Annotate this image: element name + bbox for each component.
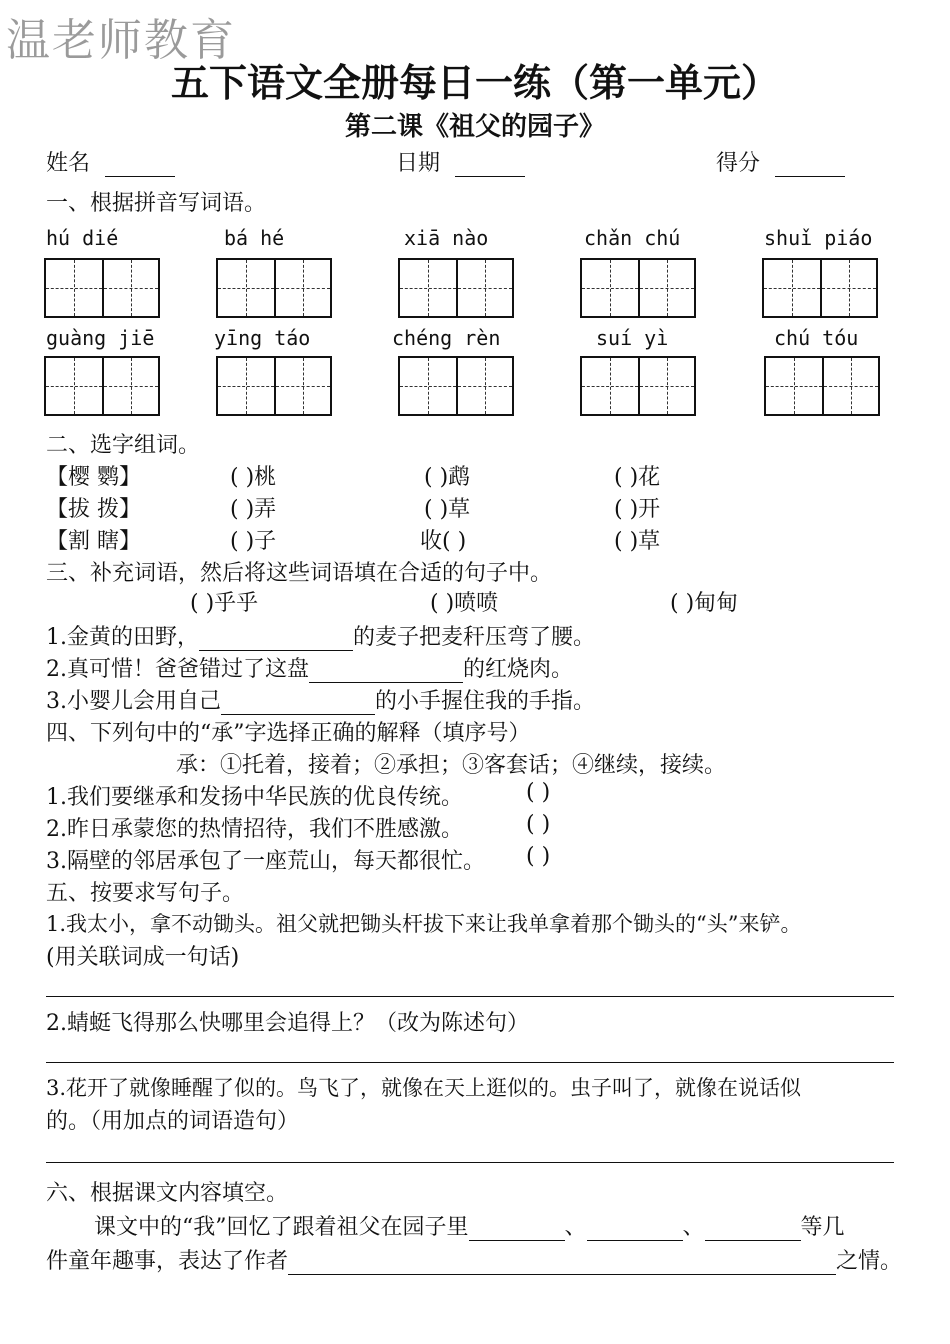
choice-item[interactable]: 收( )	[420, 529, 467, 554]
separator: 、	[682, 1215, 705, 1240]
choice-label: 【割 瞎】	[46, 529, 141, 554]
choice-item[interactable]: ( )弄	[230, 497, 277, 522]
answer-line[interactable]	[46, 1162, 894, 1163]
sentence-text: 2.真可惜！爸爸错过了这盘	[46, 657, 309, 682]
pinyin-8: chéng rèn	[392, 326, 501, 350]
answer-blank[interactable]	[221, 692, 375, 715]
char-grid[interactable]	[44, 258, 160, 318]
char-grid[interactable]	[580, 356, 696, 416]
score-blank[interactable]	[775, 154, 845, 177]
fill-word[interactable]: ( )喷喷	[430, 591, 499, 616]
choice-item[interactable]: ( )草	[614, 529, 661, 554]
char-grid[interactable]	[580, 258, 696, 318]
pinyin-1: hú dié	[46, 226, 119, 250]
sentence-text: 的麦子把麦秆压弯了腰。	[353, 625, 596, 650]
paragraph-text: 课文中的“我”回忆了跟着祖父在园子里	[94, 1215, 469, 1240]
paragraph-text: 之情。	[836, 1249, 903, 1274]
date-label: 日期	[396, 151, 441, 176]
pinyin-9: suí yì	[596, 326, 669, 350]
date-field	[396, 146, 525, 177]
choice-item[interactable]: ( )开	[614, 497, 661, 522]
char-grid[interactable]	[762, 258, 878, 318]
question-text: 3.隔壁的邻居承包了一座荒山，每天都很忙。	[46, 849, 485, 874]
question-text: 1.我太小，拿不动锄头。祖父就把锄头杆拔下来让我单拿着那个锄头的“头”来铲。	[46, 912, 802, 936]
section-3-heading: 三、补充词语，然后将这些词语填在合适的句子中。	[46, 561, 553, 586]
answer-blank[interactable]	[309, 660, 463, 683]
sentence-3	[46, 684, 595, 715]
choice-item[interactable]: ( )子	[230, 529, 277, 554]
answer-line[interactable]	[46, 1062, 894, 1063]
question-text: 2.蜻蜓飞得那么快哪里会追得上？（改为陈述句）	[46, 1011, 529, 1036]
sentence-text: 3.小婴儿会用自己	[46, 689, 221, 714]
char-grid[interactable]	[764, 356, 880, 416]
question-text: 2.昨日承蒙您的热情招待，我们不胜感激。	[46, 817, 463, 842]
answer-paren[interactable]: ( )	[526, 812, 551, 837]
watermark: 温老师教育	[6, 15, 236, 66]
fill-paragraph-line-2	[46, 1244, 902, 1275]
choice-item[interactable]: ( )桃	[230, 465, 277, 490]
pinyin-6: guàng jiē	[46, 326, 155, 350]
pinyin-5: shuǐ piáo	[764, 226, 873, 250]
char-grid[interactable]	[398, 356, 514, 416]
answer-line[interactable]	[46, 996, 894, 997]
answer-blank[interactable]	[587, 1218, 683, 1241]
fill-paragraph-line-1	[94, 1210, 845, 1241]
section-5-heading: 五、按要求写句子。	[46, 881, 245, 906]
page-title: 五下语文全册每日一练（第一单元）	[170, 60, 779, 105]
char-grid[interactable]	[398, 258, 514, 318]
pinyin-3: xiā nào	[404, 226, 489, 250]
paragraph-text: 件童年趣事，表达了作者	[46, 1249, 289, 1274]
choice-item[interactable]: ( )草	[424, 497, 471, 522]
choice-item[interactable]: ( )花	[614, 465, 661, 490]
pinyin-2: bá hé	[224, 226, 285, 250]
fill-word[interactable]: ( )甸甸	[670, 591, 739, 616]
section-6-heading: 六、根据课文内容填空。	[46, 1181, 289, 1206]
sentence-text: 的小手握住我的手指。	[375, 689, 596, 714]
pinyin-10: chú tóu	[774, 326, 859, 350]
question-hint: 的。（用加点的词语造句）	[46, 1109, 300, 1134]
answer-blank[interactable]	[199, 628, 353, 651]
choice-item[interactable]: ( )鹉	[424, 465, 471, 490]
sentence-text: 1.金黄的田野，	[46, 625, 199, 650]
section-4-heading: 四、下列句中的“承”字选择正确的解释（填序号）	[46, 721, 531, 746]
answer-paren[interactable]: ( )	[526, 844, 551, 869]
answer-blank[interactable]	[705, 1218, 801, 1241]
answer-paren[interactable]: ( )	[526, 780, 551, 805]
question-text: 3.花开了就像睡醒了似的。鸟飞了，就像在天上逛似的。虫子叫了，就像在说话似	[46, 1076, 802, 1100]
section-2-heading: 二、选字组词。	[46, 433, 201, 458]
name-field	[46, 146, 175, 177]
char-grid[interactable]	[216, 258, 332, 318]
name-blank[interactable]	[105, 154, 175, 177]
pinyin-7: yīng táo	[214, 326, 311, 350]
choice-label: 【拔 拨】	[46, 497, 141, 522]
sentence-text: 的红烧肉。	[463, 657, 574, 682]
fill-word[interactable]: ( )乎乎	[190, 591, 259, 616]
char-grid[interactable]	[216, 356, 332, 416]
score-field	[716, 146, 845, 177]
question-text: 1.我们要继承和发扬中华民族的优良传统。	[46, 785, 463, 810]
paragraph-text: 等几	[800, 1215, 845, 1240]
definition-list: 承：①托着，接着；②承担；③客套话；④继续，接续。	[176, 753, 727, 778]
sentence-1	[46, 620, 595, 651]
pinyin-4: chǎn chú	[584, 226, 681, 250]
question-hint: (用关联词成一句话)	[46, 945, 240, 970]
score-label: 得分	[716, 151, 761, 176]
date-blank[interactable]	[455, 154, 525, 177]
lesson-title: 第二课《祖父的园子》	[344, 112, 605, 142]
char-grid[interactable]	[44, 356, 160, 416]
answer-blank[interactable]	[288, 1252, 836, 1275]
answer-blank[interactable]	[469, 1218, 565, 1241]
choice-label: 【樱 鹦】	[46, 465, 141, 490]
section-1-heading: 一、根据拼音写词语。	[46, 191, 267, 216]
name-label: 姓名	[46, 151, 91, 176]
sentence-2	[46, 652, 573, 683]
separator: 、	[564, 1215, 587, 1240]
